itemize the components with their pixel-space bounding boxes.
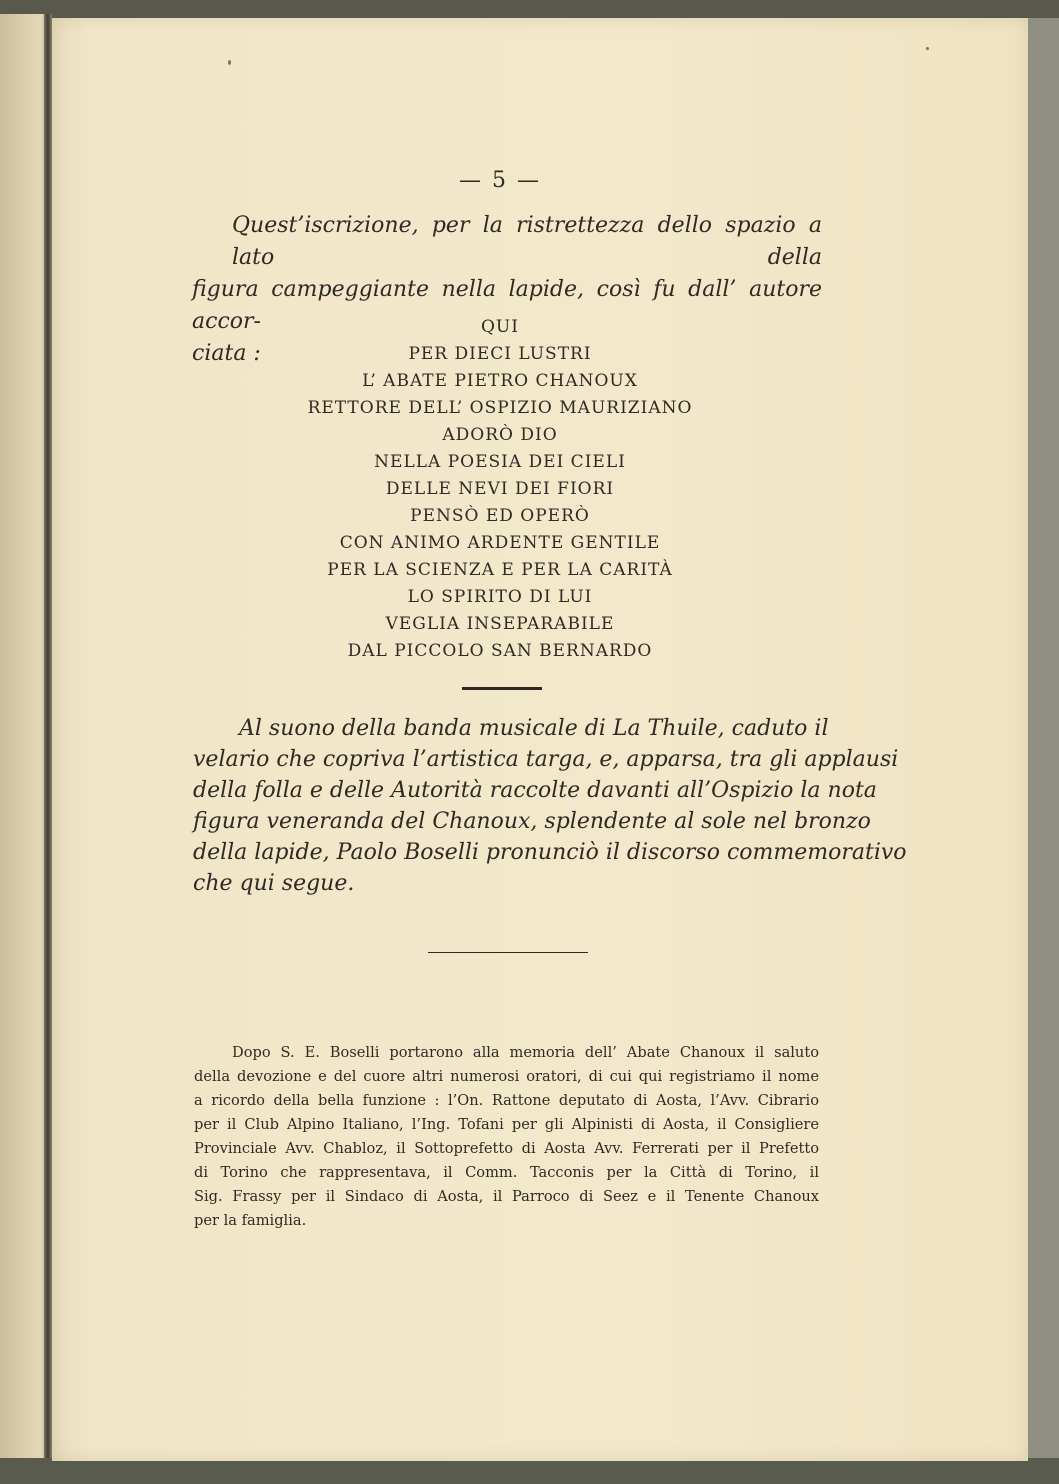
- inscription-line: PER DIECI LUSTRI: [408, 344, 592, 364]
- narrative-line: figura veneranda del Chanoux, splendente al sole nel bronzo: [193, 809, 871, 834]
- inscription-line: PER LA SCIENZA E PER LA CARITÀ: [327, 560, 673, 580]
- facing-page-edge: [0, 14, 48, 1464]
- intro-line: ciata :: [192, 341, 261, 366]
- narrative-line: velario che copriva l’artistica targa, e, apparsa, tra gli applausi: [193, 747, 899, 772]
- inscription-line: DAL PICCOLO SAN BERNARDO: [347, 641, 653, 661]
- scan-bottom-border: [0, 1458, 1059, 1484]
- narrative-line: che qui segue.: [193, 871, 355, 896]
- footnote-line: Sig. Frassy per il Sindaco di Aosta, il Parroco di Seez e il Tenente Chanoux: [194, 1188, 819, 1205]
- intro-line: Quest’iscrizione, per la ristrettezza dello spazio a lato della: [232, 213, 822, 270]
- section-divider-bold: [462, 687, 542, 690]
- intro-line: figura campeggiante nella lapide, così fu dall’ autore accor-: [192, 277, 822, 334]
- footnote-line: Provinciale Avv. Chabloz, il Sottoprefetto di Aosta Avv. Ferrerati per il Prefetto: [194, 1140, 819, 1157]
- section-divider-thin: [428, 952, 588, 953]
- footnote-line: per il Club Alpino Italiano, l’Ing. Tofani per gli Alpinisti di Aosta, il Consigliere: [194, 1116, 819, 1133]
- narrative-line: della lapide, Paolo Boselli pronunciò il discorso commemorativo: [193, 840, 907, 865]
- inscription-line: ADORÒ DIO: [442, 425, 558, 445]
- inscription-line: VEGLIA INSEPARABILE: [385, 614, 615, 634]
- footnote-line: a ricordo della bella funzione : l’On. Rattone deputato di Aosta, l’Avv. Cibrario: [194, 1092, 819, 1109]
- footnote-paragraph: [194, 1041, 819, 1233]
- footnote-line: della devozione e del cuore altri numerosi oratori, di cui qui registriamo il nome: [194, 1068, 819, 1085]
- inscription-line: LO SPIRITO DI LUI: [407, 587, 593, 607]
- footnote-line: per la famiglia.: [194, 1212, 307, 1229]
- footnote-line: di Torino che rappresentava, il Comm. Tacconis per la Città di Torino, il: [194, 1164, 819, 1181]
- book-spine: [44, 14, 52, 1464]
- inscription-line: NELLA POESIA DEI CIELI: [374, 452, 626, 472]
- inscription-line: PENSÒ ED OPERÒ: [410, 506, 590, 526]
- paper-speck: [926, 47, 929, 50]
- inscription-text: [300, 314, 700, 665]
- paper-speck: [228, 60, 231, 65]
- inscription-line: DELLE NEVI DEI FIORI: [385, 479, 615, 499]
- narrative-paragraph: [193, 713, 907, 899]
- inscription-line: QUI: [481, 317, 519, 337]
- narrative-line: della folla e delle Autorità raccolte davanti all’Ospizio la nota: [193, 778, 877, 803]
- narrative-line: Al suono della banda musicale di La Thuile, caduto il: [239, 716, 829, 741]
- scan-right-border: [1028, 18, 1059, 1461]
- inscription-line: L’ ABATE PIETRO CHANOUX: [362, 371, 638, 391]
- inscription-line: RETTORE DELL’ OSPIZIO MAURIZIANO: [307, 398, 693, 418]
- page-number: — 5 —: [459, 168, 541, 193]
- inscription-line: CON ANIMO ARDENTE GENTILE: [339, 533, 661, 553]
- footnote-line: Dopo S. E. Boselli portarono alla memoria dell’ Abate Chanoux il saluto: [232, 1044, 819, 1061]
